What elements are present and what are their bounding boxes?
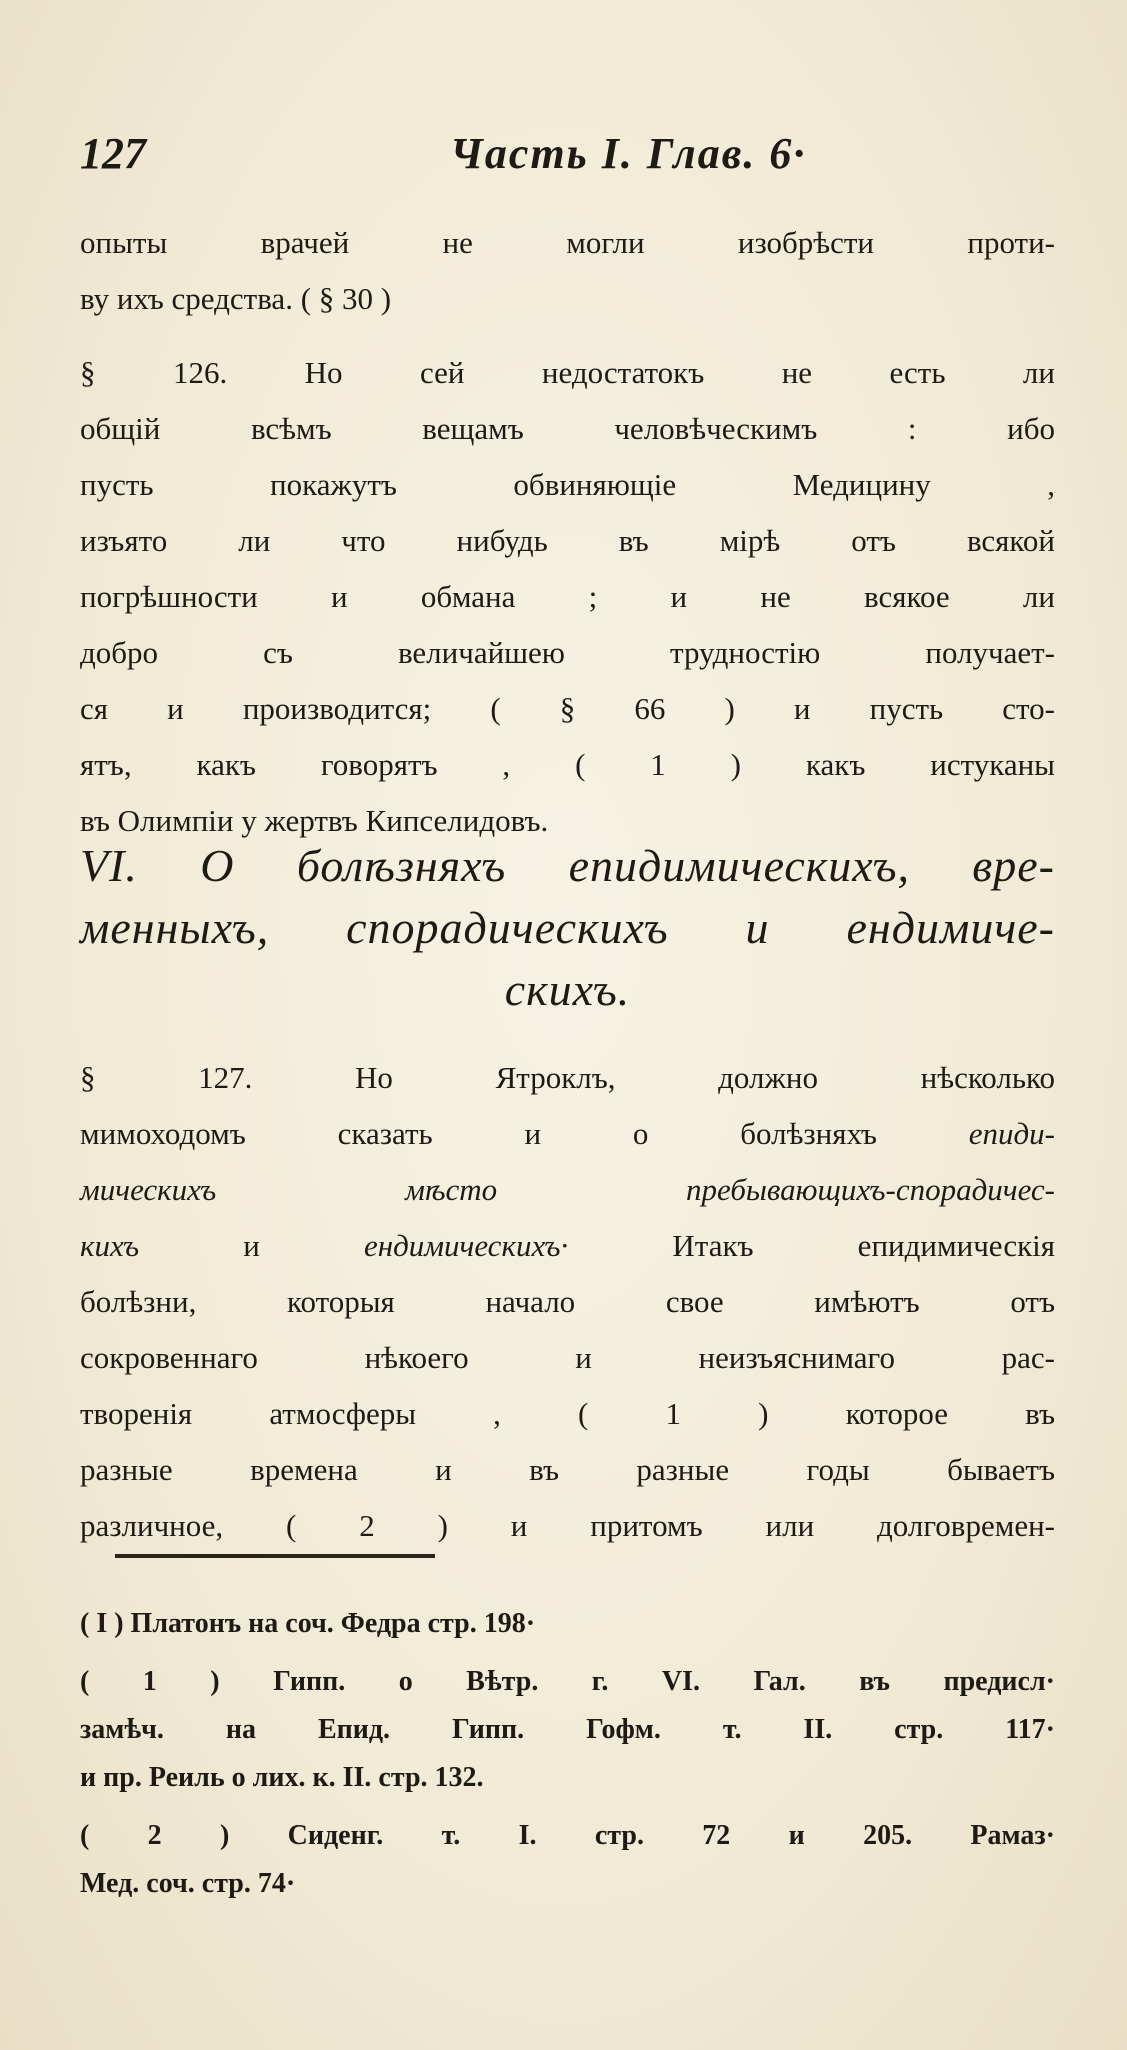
text-segment: и (243, 1228, 260, 1263)
text-line: пусть покажутъ обвиняющіе Медицину , (80, 467, 1055, 502)
footnotes (80, 1600, 1055, 1908)
footnote (80, 1658, 1055, 1802)
footnote-line: ( 1 ) Гипп. о Вѣтр. г. VI. Гал. въ предисл· (80, 1666, 1055, 1697)
page-number: 127 (80, 129, 146, 178)
text-segment: мимоходомъ сказать и о болѣзняхъ (80, 1116, 877, 1151)
footnote (80, 1600, 1055, 1648)
text-line: ся и производится; ( § 66 ) и пусть сто- (80, 691, 1055, 726)
running-head: Часть I. Глав. 6· (450, 129, 807, 178)
footnote-divider (115, 1554, 435, 1558)
text-line: погрѣшности и обмана ; и не всякое ли (80, 579, 1055, 614)
text-segment: Итакъ епидимическія (672, 1228, 1056, 1263)
text-line: въ Олимпіи у жертвъ Кипселидовъ. (80, 803, 549, 838)
heading-line: скихъ. (504, 964, 631, 1015)
text-line: мическихъ мѣсто пребывающихъ-спорадичес- (80, 1172, 1055, 1207)
text-line: болѣзни, которыя начало свое имѣютъ отъ (80, 1284, 1055, 1319)
italic-term: кихъ (80, 1228, 140, 1263)
text-line: ятъ, какъ говорятъ , ( 1 ) какъ истуканы (80, 747, 1055, 782)
text-line: творенія атмосферы , ( 1 ) которое въ (80, 1396, 1055, 1431)
footnote-line: замѣч. на Епид. Гипп. Гофм. т. II. стр. 117· (80, 1714, 1055, 1745)
text-line: разные времена и въ разные годы бываетъ (80, 1452, 1055, 1487)
italic-term: ендимическихъ· (363, 1228, 569, 1263)
text-line: добро съ величайшею трудностію получает- (80, 635, 1055, 670)
text-line: § 126. Но сей недостатокъ не есть ли (80, 355, 1055, 390)
text-line: ву ихъ средства. ( § 30 ) (80, 281, 392, 316)
paragraph (80, 345, 1055, 849)
italic-term: епиди- (968, 1116, 1055, 1151)
text-line: § 127. Но Ятроклъ, должно нѣсколько (80, 1060, 1055, 1095)
footnote (80, 1812, 1055, 1908)
text-line (80, 1106, 1055, 1162)
section-heading (80, 835, 1055, 1021)
text-line: сокровеннаго нѣкоего и неизъяснимаго рас- (80, 1340, 1055, 1375)
text-line (80, 1218, 1055, 1274)
body-text-lower (80, 1050, 1055, 1554)
footnote-line: и пр. Реиль о лих. к. II. стр. 132. (80, 1762, 484, 1793)
text-line: опыты врачей не могли изобрѣсти проти- (80, 225, 1055, 260)
footnote-line: ( 2 ) Сиденг. т. I. стр. 72 и 205. Рамаз· (80, 1820, 1055, 1851)
footnote-line: Мед. соч. стр. 74· (80, 1868, 296, 1899)
text-line: различное, ( 2 ) и притомъ или долговремен- (80, 1508, 1055, 1543)
heading-line: VI. О болѣзняхъ епидимическихъ, вре- (80, 840, 1055, 891)
body-text-upper (80, 215, 1055, 849)
paragraph (80, 215, 1055, 327)
heading-line: менныхъ, спорадическихъ и ендимиче- (80, 902, 1055, 953)
page-header (80, 128, 1040, 188)
footnote-line: ( I ) Платонъ на соч. Федра стр. 198· (80, 1608, 536, 1639)
text-line: изъято ли что нибудь въ мірѣ отъ всякой (80, 523, 1055, 558)
text-line: общій всѣмъ вещамъ человѣческимъ : ибо (80, 411, 1055, 446)
